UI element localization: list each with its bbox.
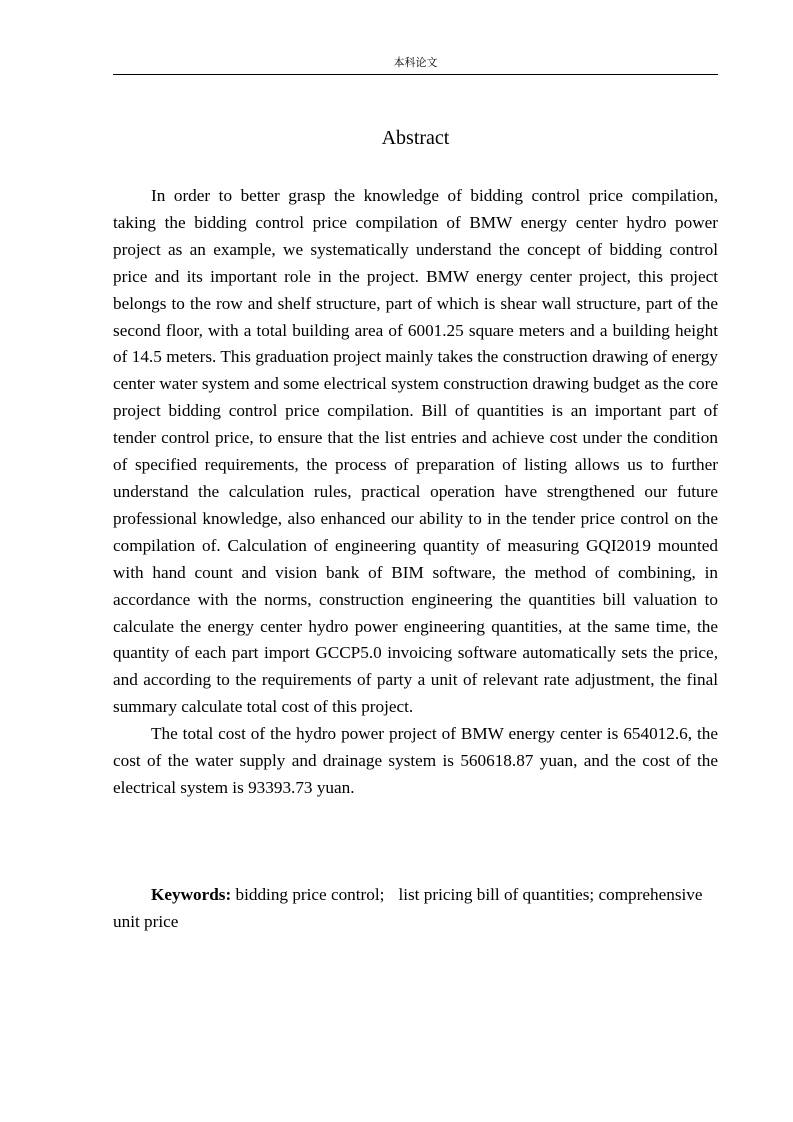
keyword-item: comprehensive unit price: [113, 885, 703, 931]
keyword-item: bidding price control;: [235, 885, 385, 904]
abstract-body: [113, 183, 718, 802]
keyword-item: list pricing bill of quantities;: [398, 885, 595, 904]
abstract-paragraph-2: The total cost of the hydro power project of BMW energy center is 654012.6, the cost of the water supply and drainage system is 560618.87 yuan, and the cost of the electrical system is 93393.73 yuan.: [113, 724, 718, 797]
abstract-title: Abstract: [381, 127, 450, 149]
keywords-line: [113, 881, 718, 935]
running-title: 本科论文: [393, 56, 438, 69]
abstract-paragraph-1: In order to better grasp the knowledge of bidding control price compilation, taking the bidding control price compilation of BMW energy center hydro power project as an example, we systematically understand the concept of bidding control price and its important role in the project. BMW energy center project, this project belongs to the row and shelf structure, part of which is shear wall structure, part of the second floor, with a total building area of 6001.25 square meters and a building height of 14.5 meters. This graduation project mainly takes the construction drawing of energy center water system and some electrical system construction drawing budget as the core project bidding control price compilation. Bill of quantities is an important part of tender control price, to ensure that the list entries and achieve cost under the condition of specified requirements, the process of preparation of listing allows us to further understand the calculation rules, practical operation have strengthened our future professional knowledge, also enhanced our ability to in the tender price control on the compilation of. Calculation of engineering quantity of measuring GQI2019 mounted with hand count and vision bank of BIM software, the method of combining, in accordance with the norms, construction engineering the quantities bill valuation to calculate the energy center hydro power engineering quantities, at the same time, the quantity of each part import GCCP5.0 invoicing software automatically sets the price, and according to the requirements of party a unit of relevant rate adjustment, the final summary calculate total cost of this project.: [113, 186, 718, 717]
page-header: [113, 50, 718, 75]
keywords-label: Keywords:: [151, 885, 232, 904]
